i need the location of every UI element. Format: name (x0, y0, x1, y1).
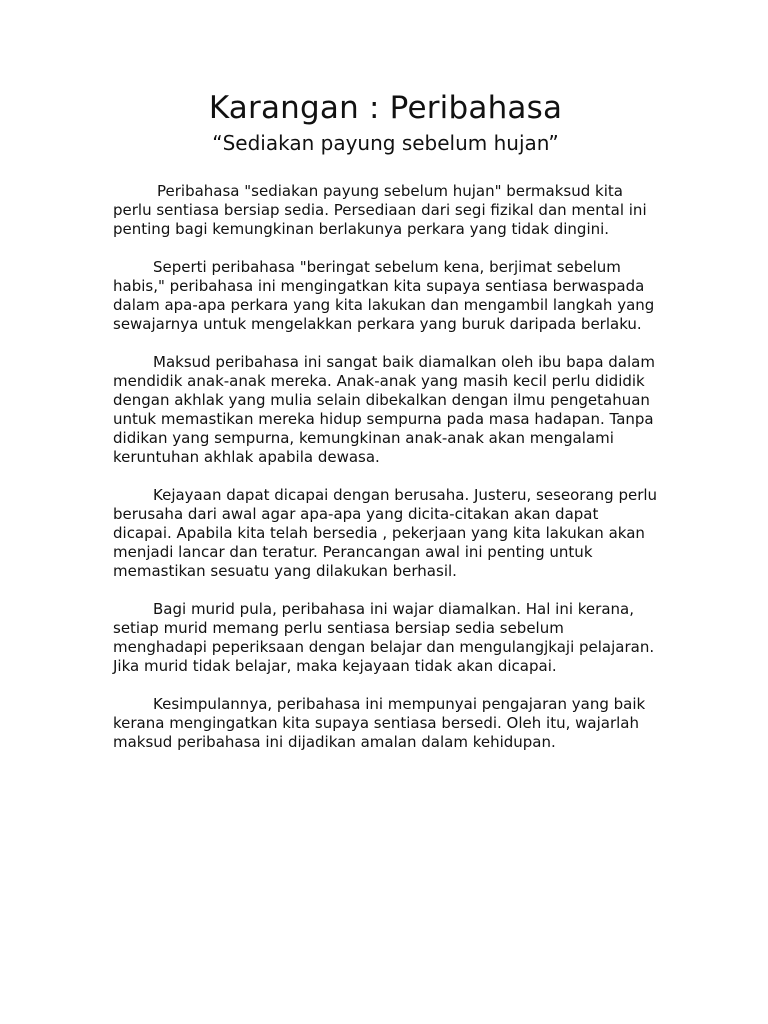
document-page (113, 88, 658, 771)
paragraph-5: Bagi murid pula, peribahasa ini wajar diamalkan. Hal ini kerana, setiap murid memang perlu sentiasa bersiap sedia sebelum menghadapi peperiksaan dengan belajar dan mengulangjkaji pelajaran. Jika murid tidak belajar, maka kejayaan tidak akan dicapai. (113, 600, 655, 675)
paragraph-1: Peribahasa "sediakan payung sebelum hujan" bermaksud kita perlu sentiasa bersiap sedia. Persediaan dari segi fizikal dan mental ini penting bagi kemungkinan berlakunya perkara yang tidak dingini. (113, 182, 647, 238)
paragraph-3: Maksud peribahasa ini sangat baik diamalkan oleh ibu bapa dalam mendidik anak-anak mereka. Anak-anak yang masih kecil perlu dididik dengan akhlak yang mulia selain dibekalkan dengan ilmu pengetahuan untuk memastikan mereka hidup sempurna pada masa hadapan. Tanpa didikan yang sempurna, kemungkinan anak-anak akan mengalami keruntuhan akhlak apabila dewasa. (113, 353, 655, 466)
paragraph-6: Kesimpulannya, peribahasa ini mempunyai pengajaran yang baik kerana mengingatkan kita supaya sentiasa bersedi. Oleh itu, wajarlah maksud peribahasa ini dijadikan amalan dalam kehidupan. (113, 695, 646, 751)
paragraph-4: Kejayaan dapat dicapai dengan berusaha. Justeru, seseorang perlu berusaha dari awal agar apa-apa yang dicita-citakan akan dapat dicapai. Apabila kita telah bersedia , pekerjaan yang kita lakukan akan menjadi lancar dan teratur. Perancangan awal ini penting untuk memastikan sesuatu yang dilakukan berhasil. (113, 486, 658, 580)
paragraph-2: Seperti peribahasa "beringat sebelum kena, berjimat sebelum habis," peribahasa ini mengingatkan kita supaya sentiasa berwaspada dalam apa-apa perkara yang kita lakukan dan mengambil langkah yang sewajarnya untuk mengelakkan perkara yang buruk daripada berlaku. (113, 258, 655, 333)
document-body (113, 182, 658, 752)
document-subtitle: “Sediakan payung sebelum hujan” (212, 131, 559, 155)
document-title: Karangan : Peribahasa (208, 90, 563, 126)
